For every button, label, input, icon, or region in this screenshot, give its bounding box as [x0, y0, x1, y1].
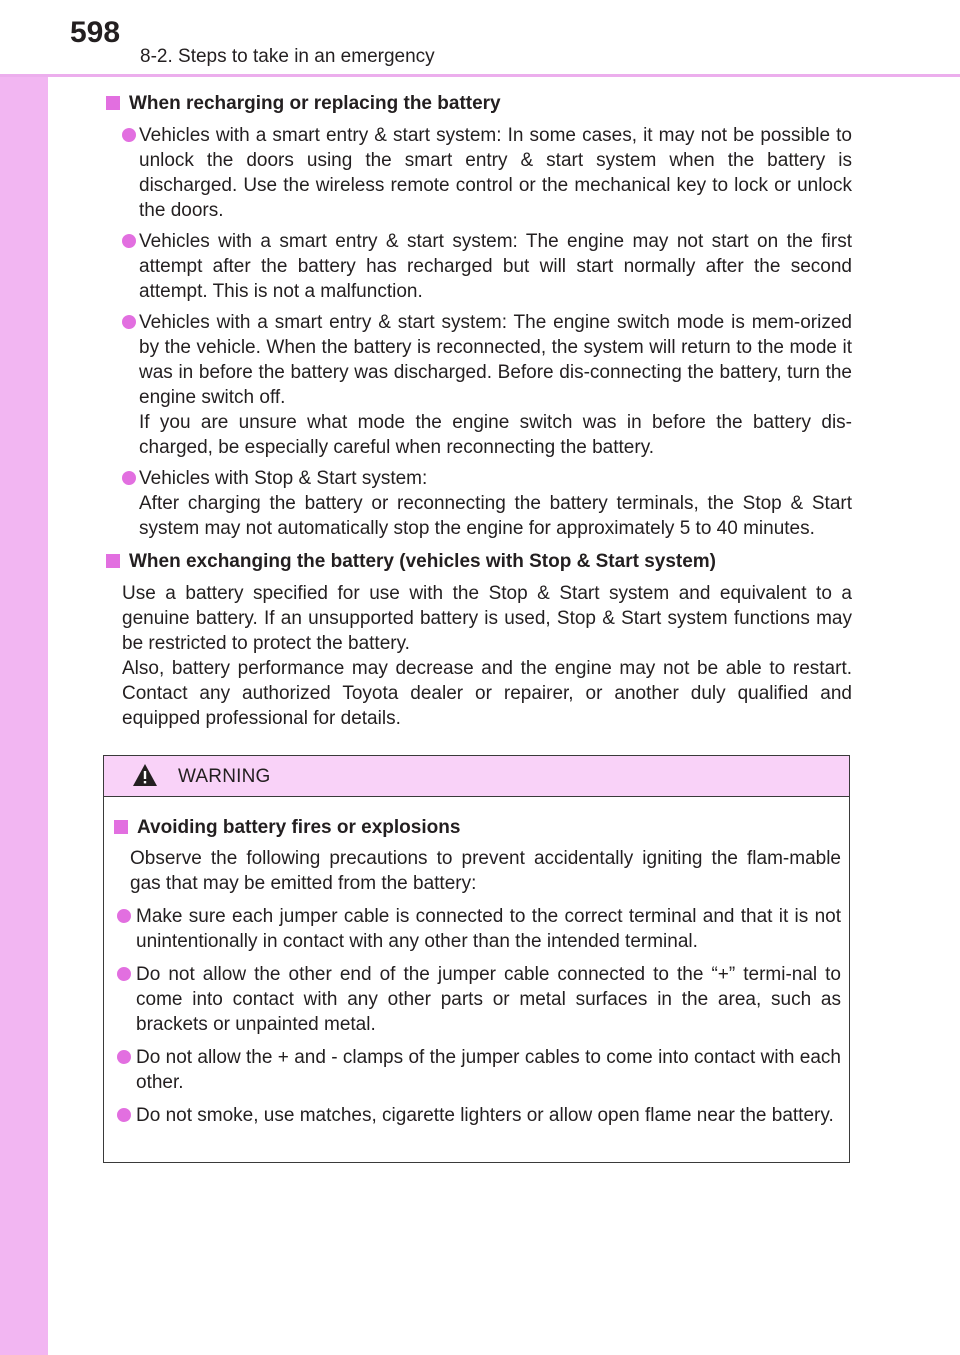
section-heading — [104, 549, 852, 574]
bullet-text: Do not allow the + and - clamps of the jumper cables to come into contact with each other. — [136, 1047, 841, 1093]
page-number: 598 — [70, 16, 121, 49]
side-color-strip — [0, 0, 48, 1355]
list-item — [112, 1103, 841, 1128]
bullet-text: If you are unsure what mode the engine switch was in before the battery dis-charged, be especially careful when reconnecting the battery. — [139, 412, 852, 458]
warning-header — [104, 756, 849, 797]
square-bullet-icon — [114, 820, 128, 834]
circle-bullet-icon — [117, 967, 131, 981]
list-item — [104, 229, 852, 304]
body-paragraph: Also, battery performance may decrease and the engine may not be able to restart. Contact any authorized Toyota dealer or repairer, or another duly qualified and equipped professional for details. — [122, 658, 852, 729]
circle-bullet-icon — [117, 909, 131, 923]
warning-heading — [112, 815, 841, 840]
bullet-text: Do not allow the other end of the jumper cable connected to the “+” termi-nal to come into contact with any other parts or metal surfaces in the area, such as brackets or unpainted metal. — [136, 964, 841, 1035]
body-paragraph: Use a battery specified for use with the Stop & Start system and equivalent to a genuine battery. If an unsupported battery is used, Stop & Start system functions may be restricted to protect the battery. — [122, 583, 852, 654]
circle-bullet-icon — [122, 234, 136, 248]
header-rule — [0, 74, 960, 77]
bullet-text: Do not smoke, use matches, cigarette lighters or allow open flame near the battery. — [136, 1105, 834, 1126]
warning-intro — [112, 846, 841, 896]
bullet-text: Vehicles with a smart entry & start system: The engine switch mode is mem-orized by the vehicle. When the battery is reconnected, the system will return to the mode it was in before the battery was discharged. Before dis-connecting the battery, turn the engine switch off. — [139, 312, 852, 408]
circle-bullet-icon — [122, 315, 136, 329]
main-content — [104, 91, 852, 737]
section-heading-text: When recharging or replacing the battery — [129, 93, 501, 114]
circle-bullet-icon — [122, 128, 136, 142]
list-item — [104, 466, 852, 541]
warning-title: WARNING — [178, 766, 271, 787]
list-item — [104, 310, 852, 460]
circle-bullet-icon — [117, 1050, 131, 1064]
bullet-text: Vehicles with a smart entry & start system: In some cases, it may not be possible to unlock the doors using the smart entry & start system when the battery is discharged. Use the wireless remote control or the mechanical key to lock or unlock the doors. — [139, 125, 852, 221]
warning-box — [103, 755, 850, 1163]
section-paragraphs — [104, 581, 852, 731]
section-heading-text: When exchanging the battery (vehicles with Stop & Start system) — [129, 551, 717, 572]
bullet-text: After charging the battery or reconnecting the battery terminals, the Stop & Start system may not automatically stop the engine for approximately 5 to 40 minutes. — [139, 493, 852, 539]
page-header — [0, 0, 960, 74]
circle-bullet-icon — [117, 1108, 131, 1122]
bullet-text: Vehicles with Stop & Start system: — [139, 468, 428, 489]
bullet-text: Make sure each jumper cable is connected to the correct terminal and that it is not unintentionally in contact with any other than the intended terminal. — [136, 906, 841, 952]
warning-intro-text: Observe the following precautions to prevent accidentally igniting the flam-mable gas that may be emitted from the battery: — [130, 848, 841, 894]
section-title: 8-2. Steps to take in an emergency — [140, 46, 435, 67]
warning-heading-text: Avoiding battery fires or explosions — [137, 817, 461, 838]
warning-triangle-icon — [132, 763, 158, 787]
list-item — [112, 1045, 841, 1095]
list-item — [112, 904, 841, 954]
bullet-text: Vehicles with a smart entry & start system: The engine may not start on the first attempt after the battery has recharged but will start normally after the second attempt. This is not a malfunction. — [139, 231, 852, 302]
list-item — [104, 123, 852, 223]
section-heading — [104, 91, 852, 116]
list-item — [112, 962, 841, 1037]
warning-body — [104, 797, 849, 1128]
circle-bullet-icon — [122, 471, 136, 485]
square-bullet-icon — [106, 554, 120, 568]
square-bullet-icon — [106, 96, 120, 110]
